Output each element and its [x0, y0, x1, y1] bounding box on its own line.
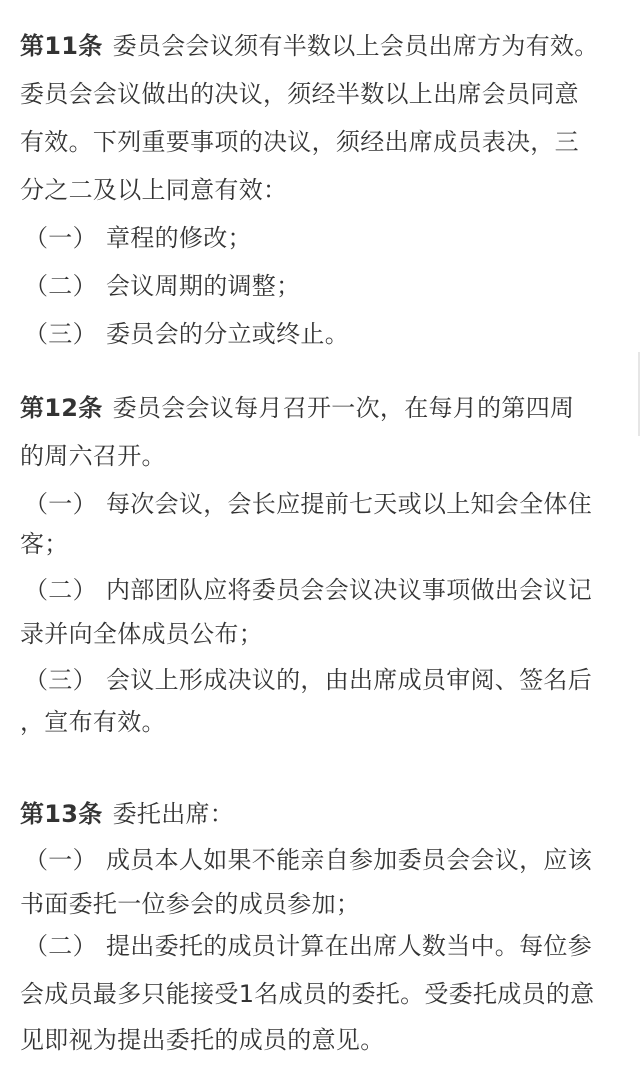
article-number: 第11条 [20, 32, 103, 60]
item-index: （一） [24, 846, 97, 874]
item-index: （三） [24, 666, 97, 694]
item-text-continuation: ，宣布有效。 [20, 708, 166, 736]
item-text: 委员会的分立或终止。 [106, 320, 349, 348]
list-item [24, 566, 624, 614]
item-text: 会议周期的调整； [106, 272, 301, 300]
list-item [24, 262, 624, 310]
item-index: （一） [24, 490, 97, 518]
item-text-continuation: 录并向全体成员公布； [20, 620, 263, 648]
item-index: （二） [24, 576, 97, 604]
article-intro: 委员会会议每月召开一次，在每月的第四周 [112, 394, 575, 422]
item-text: 每次会议，会长应提前七天或以上知会全体住 [106, 490, 592, 518]
article-11-heading [20, 22, 620, 70]
item-text: 章程的修改； [106, 224, 252, 252]
article-intro: 委托出席： [112, 800, 235, 828]
article-13-heading [20, 790, 620, 838]
item-text: 内部团队应将委员会会议决议事项做出会议记 [106, 576, 592, 604]
item-text: 提出委托的成员计算在出席人数当中。每位参 [106, 932, 592, 960]
item-text-continuation: 书面委托一位参会的成员参加； [20, 890, 361, 918]
item-text: 会议上形成决议的，由出席成员审阅、签名后 [106, 666, 592, 694]
item-text: 成员本人如果不能亲自参加委员会会议，应该 [106, 846, 592, 874]
article-text-line: 有效。下列重要事项的决议，须经出席成员表决，三 [20, 128, 579, 156]
article-intro: 委员会会议须有半数以上会员出席方为有效。 [112, 32, 599, 60]
article-number: 第13条 [20, 800, 103, 828]
article-text-line: 的周六召开。 [20, 442, 166, 470]
list-item [24, 656, 624, 704]
list-item [24, 836, 624, 884]
item-index: （一） [24, 224, 97, 252]
article-number: 第12条 [20, 394, 103, 422]
item-index: （二） [24, 932, 97, 960]
list-item [24, 310, 624, 358]
article-text-line: 分之二及以上同意有效： [20, 176, 288, 204]
article-text-line: 委员会会议做出的决议，须经半数以上出席会员同意 [20, 80, 579, 108]
item-text-continuation: 见即视为提出委托的成员的意见。 [20, 1026, 385, 1054]
item-index: （三） [24, 320, 97, 348]
article-12-heading [20, 384, 620, 432]
list-item [24, 214, 624, 262]
list-item [24, 922, 624, 970]
item-text-continuation: 会成员最多只能接受1名成员的委托。受委托成员的意 [20, 980, 595, 1008]
item-text-continuation: 客； [20, 530, 69, 558]
item-index: （二） [24, 272, 97, 300]
